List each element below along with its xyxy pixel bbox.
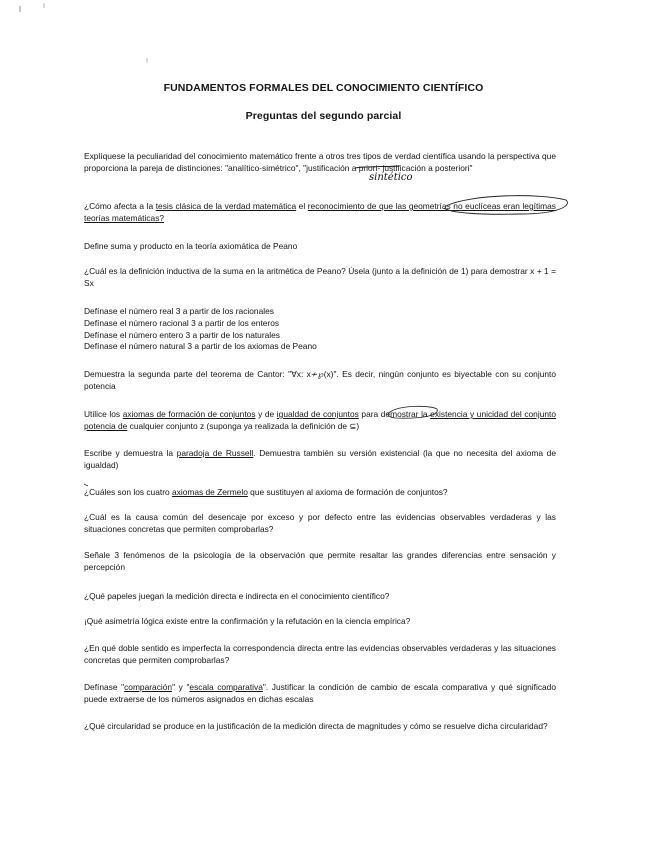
document-title: FUNDAMENTOS FORMALES DEL CONOCIMIENTO CIENTÍFICO xyxy=(163,82,484,94)
q9-text-a: ¿Cuáles son los cuatro xyxy=(84,487,172,497)
q7-text-d: cualquier conjunto z (suponga ya realizada la definición de ⊆) xyxy=(127,421,360,431)
question-14: ¿En qué doble sentido es imperfecta la correspondencia directa entre las evidencias observables verdaderas y las situaciones concretas que permiten comprobarlas? xyxy=(84,643,556,665)
question-8 xyxy=(84,447,556,471)
q9-underlined-zermelo: axiomas de Zermelo xyxy=(171,487,248,497)
q15-text-b: " y " xyxy=(172,682,190,692)
q2-underlined-recognition: reconocimiento de que las geometrías no euclíceas eran legítimas teorías matemáticas? xyxy=(84,201,556,223)
question-12: ¿Qué papeles juegan la medición directa e indirecta en el conocimiento científico? xyxy=(84,591,390,601)
question-5 xyxy=(84,306,556,353)
question-6: Demuestra la segunda parte del teorema de Cantor: "∀x: x≁℘(x)". Es decir, ningún conjunto es biyectable con su conjunto potencia xyxy=(84,369,556,391)
question-3: Define suma y producto en la teoría axiomática de Peano xyxy=(84,241,298,251)
q5-line-real: Defínase el número real 3 a partir de los racionales xyxy=(84,306,274,316)
question-7 xyxy=(84,408,556,432)
q7-text-a: Utilice los xyxy=(84,409,123,419)
q9-text-b: que sustituyen al axioma de formación de conjuntos? xyxy=(247,487,448,497)
q7-text-b: y de xyxy=(255,409,277,419)
q15-text-a: Defínase " xyxy=(84,682,125,692)
question-4: ¿Cuál es la definición inductiva de la suma en la aritmética de Peano? Úsela (junto a la definición de 1) para demostrar x + 1 = Sx xyxy=(84,266,556,288)
q7-underlined-existence: existencia y unicidad del conjunto potencia de xyxy=(84,409,557,431)
question-16: ¿Qué circularidad se produce en la justificación de la medición directa de magnitudes y cómo se resuelve dicha circularidad? xyxy=(84,721,548,731)
q7-text-c: para demostrar la xyxy=(358,409,431,419)
q5-line-integer: Defínase el número entero 3 a partir de los naturales xyxy=(84,329,280,340)
q7-underlined-formation: axiomas de formación de conjuntos xyxy=(122,409,256,419)
question-15 xyxy=(84,681,556,705)
q2-underlined-thesis: tesis clásica de la verdad matemática xyxy=(155,201,297,211)
q5-line-natural: Defínase el número natural 3 a partir de los axiomas de Peano xyxy=(84,341,317,352)
q15-underlined-scale: escala comparativa xyxy=(189,682,263,692)
q8-underlined-russell: paradoja de Russell xyxy=(176,448,254,458)
q15-underlined-comparison: comparación xyxy=(124,682,173,692)
question-2 xyxy=(84,200,556,224)
q15-text-c: ". Justificar la condición de cambio de escala comparativa y qué significado puede extraerse de los números asignados en dichas escalas xyxy=(84,682,556,704)
question-13: ¡Qué asimetría lógica existe entre la confirmación y la refutación en la ciencia empírica? xyxy=(84,616,411,626)
q8-text-b: . Demuestra también su versión existencial (la que no necesita del axioma de igualdad) xyxy=(84,448,556,470)
question-1: Explíquese la peculiaridad del conocimiento matemático frente a otros tres tipos de verdad científica usando la perspectiva que proporciona la pareja de distinciones: "analítico-simétrico", "justificación a priori- justificación a posteriori" xyxy=(84,151,556,173)
question-10: ¿Cuál es la causa común del desencaje por exceso y por defecto entre las evidencias observables verdaderas y las situaciones concretas que permiten comprobarlas? xyxy=(84,512,556,534)
document-subtitle: Preguntas del segundo parcial xyxy=(245,110,402,122)
q8-text-a: Escribe y demuestra la xyxy=(84,448,177,458)
q5-line-rational: Defínase el número racional 3 a partir de los enteros xyxy=(84,317,280,328)
q2-text-b: el xyxy=(296,201,308,211)
question-9 xyxy=(84,486,556,498)
q7-underlined-equality: igualdad de conjuntos xyxy=(276,409,359,419)
q2-text-a: ¿Cómo afecta a la xyxy=(84,201,156,211)
question-11: Señale 3 fenómenos de la psicología de la observación que permite resaltar las grandes diferencias entre sensación y percepción xyxy=(84,550,556,572)
handwritten-annotation: sintético xyxy=(369,172,413,183)
